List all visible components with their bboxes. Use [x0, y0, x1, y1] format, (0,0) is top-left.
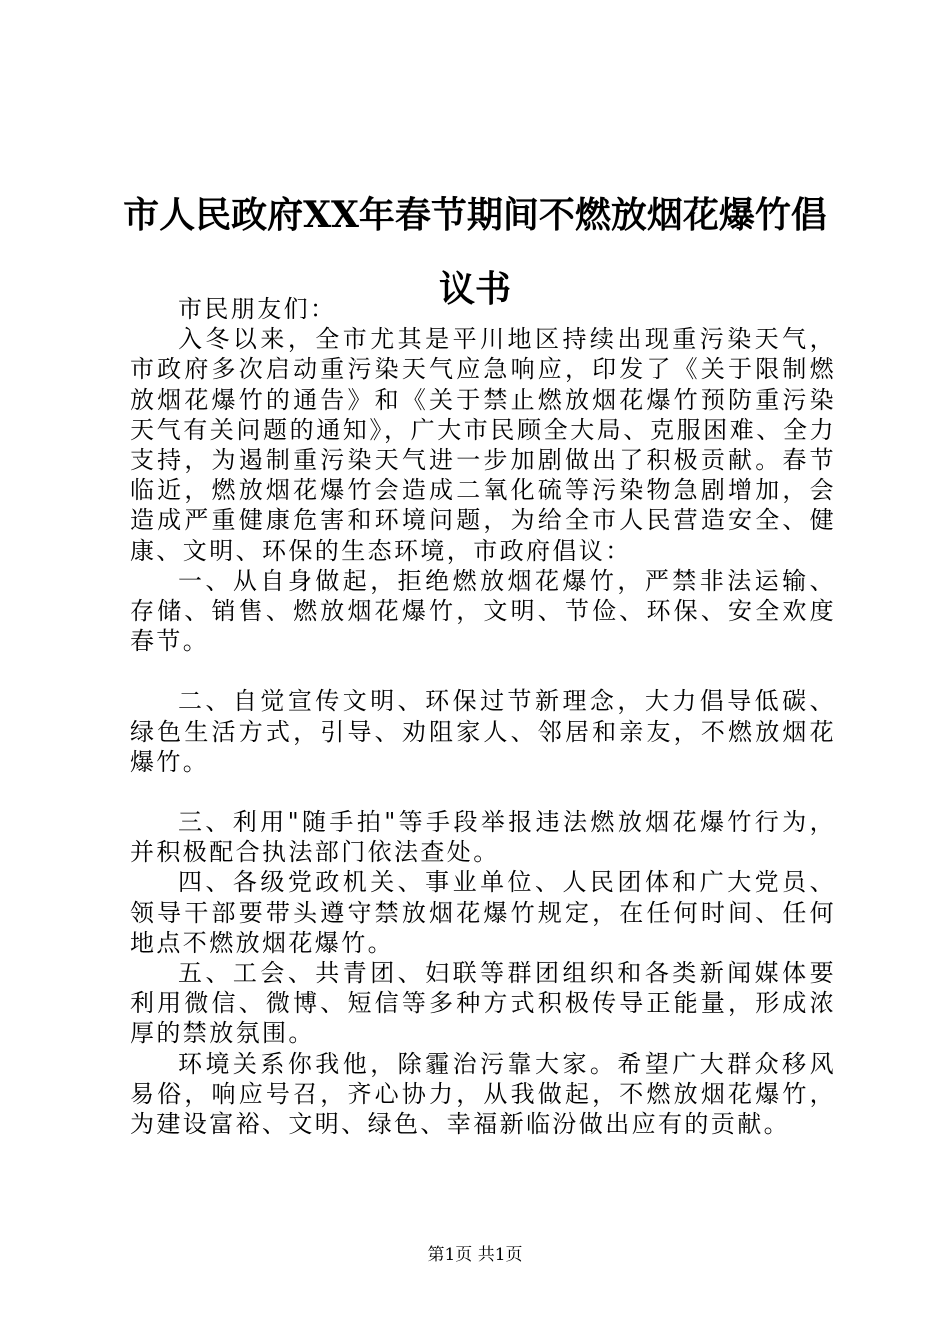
document-title: 市人民政府XX年春节期间不燃放烟花爆竹倡议书: [123, 194, 827, 310]
paragraph-closing: 环境关系你我他，除霾治污靠大家。希望广大群众移风易俗，响应号召，齐心协力，从我做起，不燃放烟花爆竹，为建设富裕、文明、绿色、幸福新临汾做出应有的贡献。: [130, 1049, 836, 1139]
paragraph-item-3: 三、利用"随手拍"等手段举报违法燃放烟花爆竹行为，并积极配合执法部门依法查处。: [130, 808, 836, 867]
paragraph-item-4: 四、各级党政机关、事业单位、人民团体和广大党员、领导干部要带头遵守禁放烟花爆竹规定，在任何时间、任何地点不燃放烟花爆竹。: [130, 868, 836, 957]
document-body: [130, 294, 836, 1139]
page-footer: 第1页 共1页: [427, 1245, 523, 1265]
paragraph-intro: 入冬以来，全市尤其是平川地区持续出现重污染天气，市政府多次启动重污染天气应急响应，印发了《关于限制燃放烟花爆竹的通告》和《关于禁止燃放烟花爆竹预防重污染天气有关问题的通知》，广大市民顾全大局、克服困难、全力支持，为遏制重污染天气进一步加剧做出了积极贡献。春节临近，燃放烟花爆竹会造成二氧化硫等污染物急剧增加，会造成严重健康危害和环境问题，为给全市人民营造安全、健康、文明、环保的生态环境，市政府倡议：: [130, 325, 836, 565]
paragraph-item-2: 二、自觉宣传文明、环保过节新理念，大力倡导低碳、绿色生活方式，引导、劝阻家人、邻居和亲友，不燃放烟花爆竹。: [130, 687, 836, 776]
paragraph-item-5: 五、工会、共青团、妇联等群团组织和各类新闻媒体要利用微信、微博、短信等多种方式积极传导正能量，形成浓厚的禁放氛围。: [130, 959, 836, 1048]
salutation: 市民朋友们：: [178, 295, 337, 323]
paragraph-item-1: 一、从自身做起，拒绝燃放烟花爆竹，严禁非法运输、存储、销售、燃放烟花爆竹，文明、节俭、环保、安全欢度春节。: [130, 566, 836, 656]
